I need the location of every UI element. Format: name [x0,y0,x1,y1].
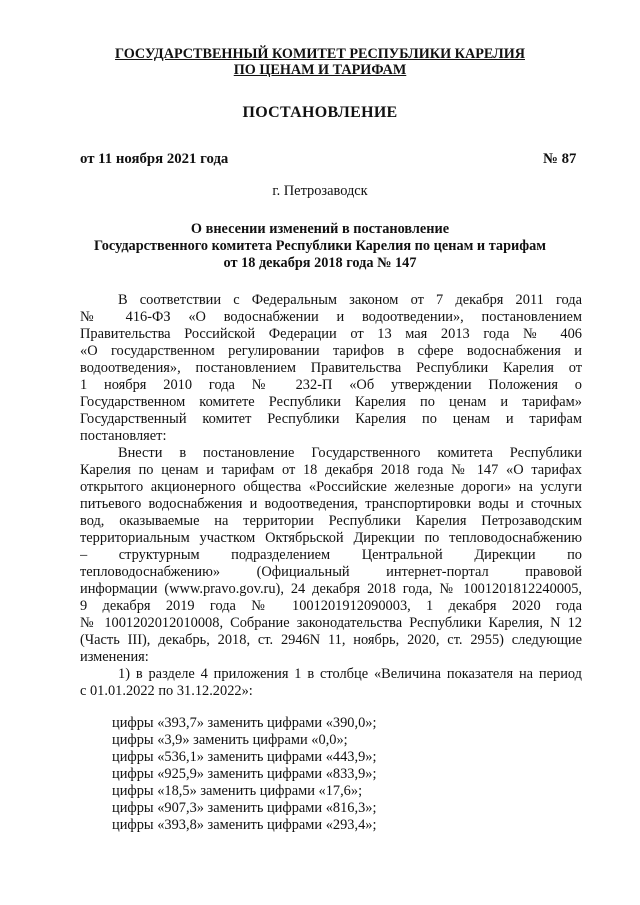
list-item: цифры «3,9» заменить цифрами «0,0»; [112,732,348,748]
preamble-line: № 416-ФЗ «О водоснабжении и водоотведении», постановлением [80,309,582,325]
list-item: цифры «393,7» заменить цифрами «390,0»; [112,715,377,731]
document-body [80,292,582,700]
paragraph-line: питьевого водоснабжения и водоотведения, транспортировки воды и сточных [80,496,582,512]
document-title: ПОСТАНОВЛЕНИЕ [242,104,398,121]
agency-header [0,46,640,78]
document-number: № 87 [543,151,577,167]
paragraph-line: открытого акционерного общества «Российские железные дороги» на услуги [80,479,582,495]
preamble-line: Государственном комитете Республики Карелия по ценам и тарифам» [80,394,582,410]
paragraph-line: вод, оказываемые на территории Республики Карелия Петрозаводским [80,513,582,529]
list-item: цифры «536,1» заменить цифрами «443,9»; [112,749,377,765]
paragraph-line: 9 декабря 2019 года № 1001201912090003, 1 декабря 2020 года [80,598,582,614]
preamble-line: Правительства Российской Федерации от 13 мая 2013 года № 406 [80,326,582,342]
paragraph-line: (Часть III), декабрь, 2018, ст. 2946N 11, ноябрь, 2020, ст. 2955) следующие [80,632,582,648]
paragraph-line: Внести в постановление Государственного комитета Республики [118,445,582,461]
agency-header-line-1: ГОСУДАРСТВЕННЫЙ КОМИТЕТ РЕСПУБЛИКИ КАРЕЛИЯ [115,46,525,62]
agency-header-line-2: ПО ЦЕНАМ И ТАРИФАМ [233,62,407,78]
city-name: г. Петрозаводск [272,183,368,199]
paragraph-line: тепловодоснабжению» (Официальный интернет-портал правовой [80,564,582,580]
preamble-line: Государственный комитет Республики Карелия по ценам и тарифам [80,411,582,427]
item-1-line: 1) в разделе 4 приложения 1 в столбце «Величина показателя на период [118,666,582,682]
paragraph-line: Карелия по ценам и тарифам от 18 декабря 2018 года № 147 «О тарифах [80,462,582,478]
list-item: цифры «393,8» заменить цифрами «293,4»; [112,817,377,833]
paragraph-line: – структурным подразделением Центральной Дирекции по [80,547,582,563]
list-item: цифры «925,9» заменить цифрами «833,9»; [112,766,377,782]
preamble-line: «О государственном регулировании тарифов в сфере водоснабжения и [80,343,582,359]
document-date: от 11 ноября 2021 года [80,151,229,167]
replacement-list [112,715,376,834]
list-item: цифры «907,3» заменить цифрами «816,3»; [112,800,377,816]
document-subject [0,221,640,272]
item-1-line: с 01.01.2022 по 31.12.2022»: [80,683,253,699]
paragraph-line: изменения: [80,649,149,665]
preamble-line: 1 ноября 2010 года № 232-П «Об утверждении Положения о [80,377,582,393]
preamble-line: В соответствии с Федеральным законом от 7 декабря 2011 года [118,292,582,308]
paragraph-line: территориальным участком Октябрьской Дирекции по тепловодоснабжению [80,530,582,546]
preamble-line: водоотведения», постановлением Правительства Республики Карелия от [80,360,582,376]
preamble-line: постановляет: [80,428,167,444]
paragraph-line: информации (www.pravo.gov.ru), 24 декабря 2018 года, № 1001201812240005, [80,581,582,597]
subject-line-2: Государственного комитета Республики Карелия по ценам и тарифам [93,238,547,254]
paragraph-line: № 1001202012010008, Собрание законодательства Республики Карелия, N 12 [80,615,582,631]
list-item: цифры «18,5» заменить цифрами «17,6»; [112,783,363,799]
subject-line-1: О внесении изменений в постановление [190,221,450,237]
subject-line-3: от 18 декабря 2018 года № 147 [223,255,417,271]
